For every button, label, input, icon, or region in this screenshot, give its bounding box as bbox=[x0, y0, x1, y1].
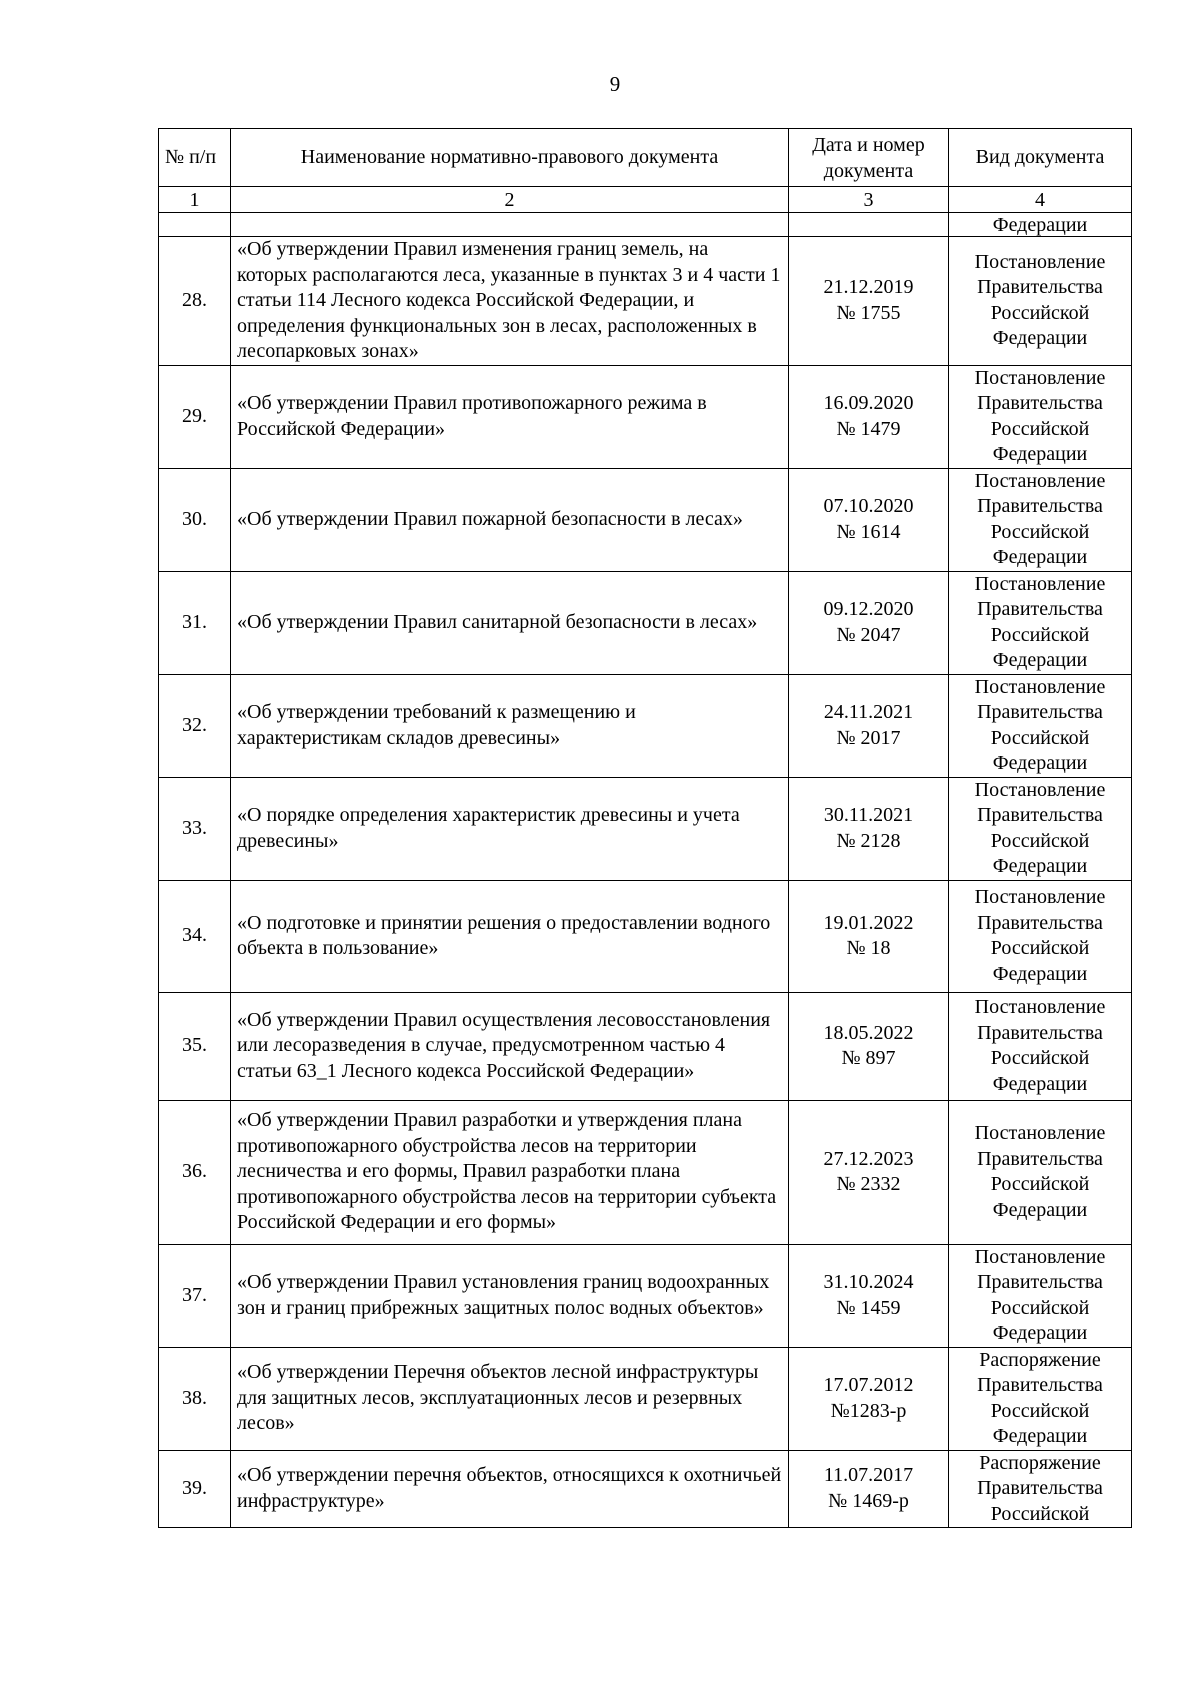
document-date-number bbox=[789, 880, 949, 992]
document-date: 07.10.2020 bbox=[823, 495, 914, 517]
page-number: 9 bbox=[609, 72, 621, 96]
document-date-number bbox=[789, 992, 949, 1100]
row-number: 36. bbox=[159, 1100, 231, 1244]
document-date-number bbox=[789, 365, 949, 468]
document-name: «Об утверждении требований к размещению и характеристикам складов древесины» bbox=[231, 674, 789, 777]
document-number: № 897 bbox=[841, 1047, 896, 1069]
document-date: 24.11.2021 bbox=[823, 701, 914, 723]
document-date: 17.07.2012 bbox=[823, 1374, 914, 1396]
continuation-row bbox=[159, 213, 1132, 237]
row-number: 33. bbox=[159, 777, 231, 880]
document-name: «Об утверждении Правил осуществления лесовосстановления или лесоразведения в случае, предусмотренном частью 4 статьи 63_1 Лесного кодекса Российской Федерации» bbox=[231, 992, 789, 1100]
table-header-row bbox=[159, 129, 1132, 187]
document-name: «Об утверждении Правил установления границ водоохранных зон и границ прибрежных защитных полос водных объектов» bbox=[231, 1244, 789, 1347]
document-name: «О порядке определения характеристик древесины и учета древесины» bbox=[231, 777, 789, 880]
document-kind: Постановление Правительства Российской Федерации bbox=[949, 880, 1132, 992]
table-row bbox=[159, 674, 1132, 777]
table-row bbox=[159, 1244, 1132, 1347]
document-kind: Распоряжение Правительства Российской bbox=[949, 1450, 1132, 1528]
document-date: 27.12.2023 bbox=[823, 1147, 914, 1170]
document-name: «Об утверждении Правил противопожарного режима в Российской Федерации» bbox=[231, 365, 789, 468]
row-number: 38. bbox=[159, 1347, 231, 1450]
document-number: № 1459 bbox=[836, 1296, 901, 1319]
header-name: Наименование нормативно-правового документа bbox=[231, 129, 789, 187]
document-date: 21.12.2019 bbox=[823, 276, 914, 299]
regulations-table bbox=[158, 128, 1132, 1528]
document-date: 30.11.2021 bbox=[823, 804, 914, 826]
table-row bbox=[159, 777, 1132, 880]
column-index: 3 bbox=[789, 187, 949, 213]
row-number: 39. bbox=[159, 1450, 231, 1528]
column-index-row bbox=[159, 187, 1132, 213]
continuation-kind: Федерации bbox=[949, 213, 1132, 237]
document-number: № 1479 bbox=[836, 417, 901, 440]
document-kind: Постановление Правительства Российской Федерации bbox=[949, 992, 1132, 1100]
document-number: № 1614 bbox=[836, 520, 901, 543]
document-date: 18.05.2022 bbox=[823, 1021, 914, 1044]
document-date-number bbox=[789, 674, 949, 777]
document-number: № 18 bbox=[846, 937, 891, 959]
document-kind: Постановление Правительства Российской Федерации bbox=[949, 1100, 1132, 1244]
row-number: 31. bbox=[159, 571, 231, 674]
document-date: 31.10.2024 bbox=[823, 1271, 914, 1293]
document-date-number bbox=[789, 1244, 949, 1347]
document-date: 19.01.2022 bbox=[823, 911, 914, 934]
document-date: 11.07.2017 bbox=[823, 1464, 914, 1487]
document-number: № 2047 bbox=[836, 623, 901, 646]
row-number: 30. bbox=[159, 468, 231, 571]
column-index: 1 bbox=[159, 187, 231, 213]
document-kind: Постановление Правительства Российской Федерации bbox=[949, 674, 1132, 777]
header-kind: Вид документа bbox=[949, 129, 1132, 187]
document-name: «Об утверждении перечня объектов, относящихся к охотничьей инфраструктуре» bbox=[231, 1450, 789, 1528]
document-number: №1283-р bbox=[830, 1399, 907, 1422]
table-row bbox=[159, 1347, 1132, 1450]
document-name: «Об утверждении Правил разработки и утверждения плана противопожарного обустройства лесов на территории лесничества и его формы, Правил разработки плана противопожарного обустройства лесов на территории субъекта Российской Федерации и его формы» bbox=[231, 1100, 789, 1244]
document-kind: Постановление Правительства Российской Федерации bbox=[949, 571, 1132, 674]
table-row bbox=[159, 468, 1132, 571]
document-number: № 2017 bbox=[836, 726, 901, 749]
document-kind: Распоряжение Правительства Российской Федерации bbox=[949, 1347, 1132, 1450]
document-name: «Об утверждении Перечня объектов лесной инфраструктуры для защитных лесов, эксплуатационных лесов и резервных лесов» bbox=[231, 1347, 789, 1450]
document-name: «Об утверждении Правил изменения границ земель, на которых располагаются леса, указанные в пунктах 3 и 4 части 1 статьи 114 Лесного кодекса Российской Федерации, и определения функциональных зон в лесах, расположенных в лесопарковых зонах» bbox=[231, 237, 789, 366]
document-kind: Постановление Правительства Российской Федерации bbox=[949, 237, 1132, 366]
row-number: 32. bbox=[159, 674, 231, 777]
continuation-num bbox=[159, 213, 231, 237]
document-date: 16.09.2020 bbox=[823, 392, 914, 414]
row-number: 29. bbox=[159, 365, 231, 468]
document-date: 09.12.2020 bbox=[823, 598, 914, 620]
row-number: 28. bbox=[159, 237, 231, 366]
continuation-date bbox=[789, 213, 949, 237]
table-row bbox=[159, 365, 1132, 468]
document-kind: Постановление Правительства Российской Федерации bbox=[949, 365, 1132, 468]
table-row bbox=[159, 1100, 1132, 1244]
document-date-number bbox=[789, 1450, 949, 1528]
document-date-number bbox=[789, 237, 949, 366]
row-number: 35. bbox=[159, 992, 231, 1100]
document-name: «Об утверждении Правил пожарной безопасности в лесах» bbox=[231, 468, 789, 571]
document-kind: Постановление Правительства Российской Федерации bbox=[949, 1244, 1132, 1347]
header-num: № п/п bbox=[159, 129, 231, 187]
document-date-number bbox=[789, 777, 949, 880]
table-row bbox=[159, 571, 1132, 674]
document-date-number bbox=[789, 1100, 949, 1244]
document-number: № 1755 bbox=[836, 301, 901, 324]
document-date-number bbox=[789, 571, 949, 674]
document-name: «Об утверждении Правил санитарной безопасности в лесах» bbox=[231, 571, 789, 674]
column-index: 2 bbox=[231, 187, 789, 213]
table-row bbox=[159, 237, 1132, 366]
header-date: Дата и номер документа bbox=[789, 129, 949, 187]
column-index: 4 bbox=[949, 187, 1132, 213]
table-row bbox=[159, 880, 1132, 992]
document-number: № 2332 bbox=[836, 1173, 901, 1195]
document-number: № 2128 bbox=[836, 829, 901, 852]
document-date-number bbox=[789, 468, 949, 571]
document-name: «О подготовке и принятии решения о предоставлении водного объекта в пользование» bbox=[231, 880, 789, 992]
document-number: № 1469-р bbox=[828, 1489, 909, 1512]
row-number: 37. bbox=[159, 1244, 231, 1347]
document-kind: Постановление Правительства Российской Федерации bbox=[949, 468, 1132, 571]
table-row bbox=[159, 1450, 1132, 1528]
document-kind: Постановление Правительства Российской Федерации bbox=[949, 777, 1132, 880]
continuation-name bbox=[231, 213, 789, 237]
row-number: 34. bbox=[159, 880, 231, 992]
document-date-number bbox=[789, 1347, 949, 1450]
table-row bbox=[159, 992, 1132, 1100]
